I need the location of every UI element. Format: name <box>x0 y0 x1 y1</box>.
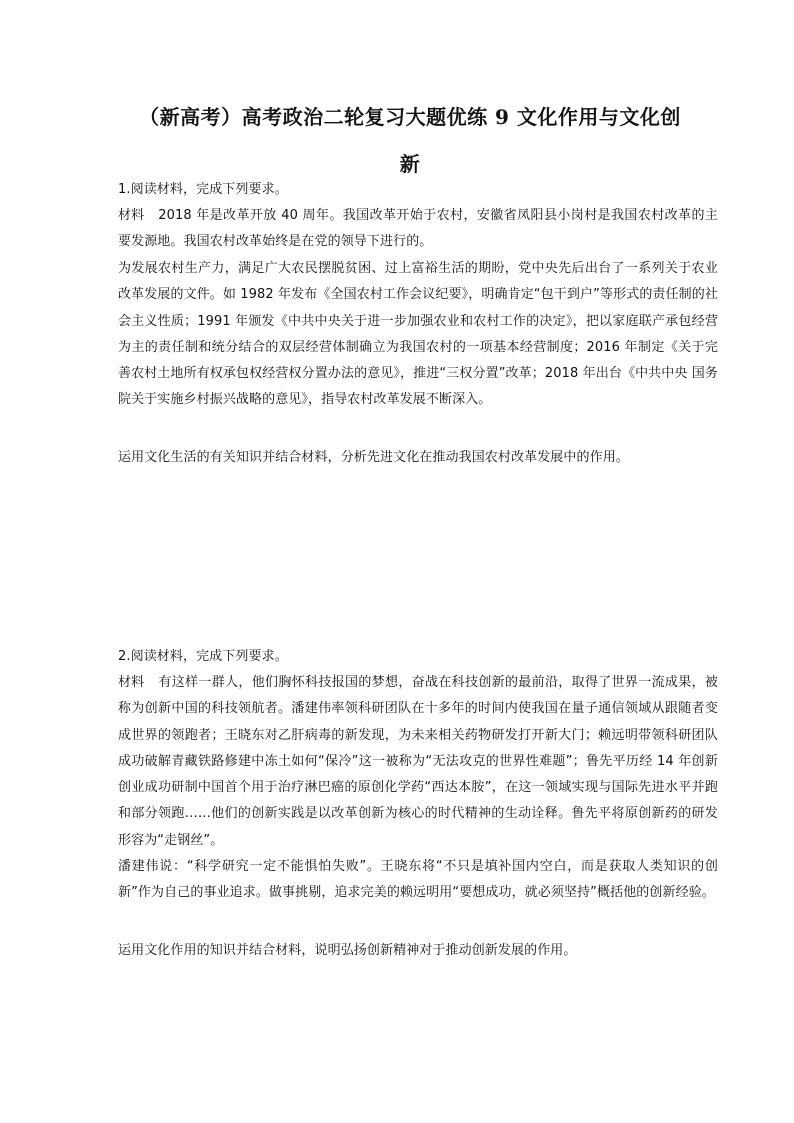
q2-material-label: 材料 <box>118 675 145 690</box>
q2-paragraph: 潘建伟说：“科学研究一定不能惧怕失败”。王晓东将“不只是填补国内空白，而是获取人类知识的创新”作为自己的事业追求。做事挑剔，追求完美的赖远明用“要想成功，就必须坚持”概括他的创新经验。 <box>118 859 718 901</box>
q1-question: 运用文化生活的有关知识并结合材料，分析先进文化在推动我国农村改革发展中的作用。 <box>118 450 629 465</box>
q2-material <box>118 670 718 854</box>
q1-material-text: 2018 年是改革开放 40 周年。我国改革开始于农村，安徽省凤阳县小岗村是我国农村改革的主要发源地。我国农村改革始终是在党的领导下进行的。 <box>118 208 718 250</box>
q1-material <box>118 203 718 256</box>
document-title-line2: 新 <box>399 152 421 176</box>
q2-material-text: 有这样一群人，他们胸怀科技报国的梦想，奋战在科技创新的最前沿，取得了世界一流成果，被称为创新中国的科技领航者。潘建伟率领科研团队在十多年的时间内使我国在量子通信领域从跟随者变成世界的领跑者；王晓东对乙肝病毒的新发现，为未来相关药物研发打开新大门；赖远明带领科研团队成功破解青藏铁路修建中冻土如何“保冷”这一被称为“无法攻克的世界性难题”；鲁先平历经 14 年创新创业成功研制中国首个用于治疗淋巴癌的原创化学药“西达本胺”，在这一领域实现与国际先进水平并跑和部分领跑……他们的创新实践是以改革创新为核心的时代精神的生动诠释。鲁先平将原创新药的研发形容为“走钢丝”。 <box>118 675 718 848</box>
q1-material-label: 材料 <box>118 208 145 223</box>
q1-paragraph: 为发展农村生产力，满足广大农民摆脱贫困、过上富裕生活的期盼，党中央先后出台了一系列关于农业改革发展的文件。如 1982 年发布《全国农村工作会议纪要》，明确肯定“包干到户”等形式的责任制的社会主义性质；1991 年颁发《中共中央关于进一步加强农业和农村工作的决定》，把以家庭联产承包经营为主的责任制和统分结合的双层经营体制确立为我国农村的一项基本经营制度；2016 年制定《关于完善农村土地所有权承包权经营权分置办法的意见》，推进“三权分置”改革；2018 年出台《中共中央 国务院关于实施乡村振兴战略的意见》，指导农村改革发展不断深入。 <box>118 261 718 408</box>
document-title-line1: （新高考）高考政治二轮复习大题优练 9 文化作用与文化创 <box>139 105 681 129</box>
q2-question: 运用文化作用的知识并结合材料，说明弘扬创新精神对于推动创新发展的作用。 <box>118 943 577 958</box>
q1-heading: 1.阅读材料，完成下列要求。 <box>118 182 288 197</box>
q2-heading: 2.阅读材料，完成下列要求。 <box>118 649 288 664</box>
